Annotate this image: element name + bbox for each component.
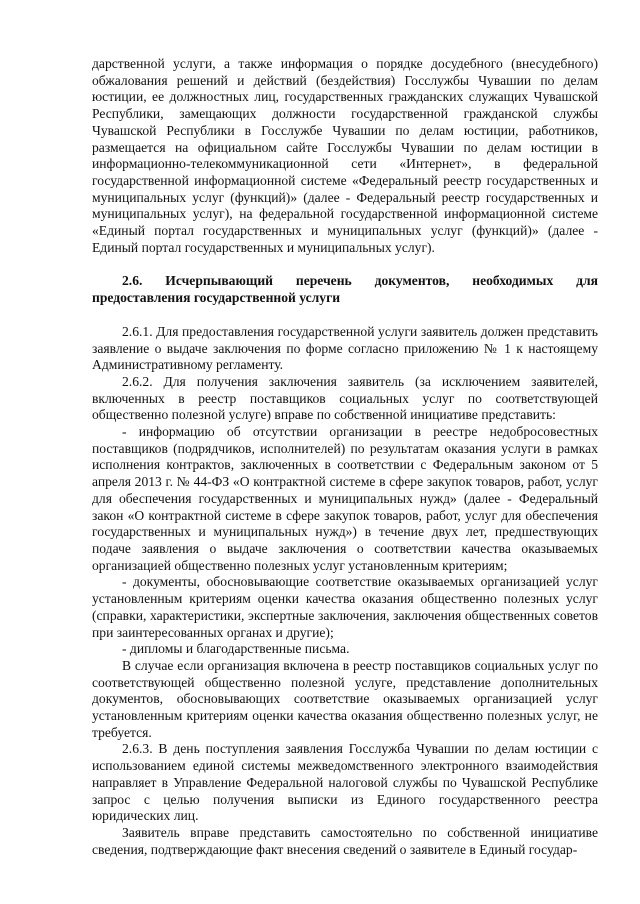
paragraph-portal-info: дарственной услуги, а также информация о порядке досудебного (внесудебного) обжалования решений и действий (бездействия) Госслужбы Чувашии по делам юстиции, ее должностных лиц, государственных гражданских служащих Чувашской Республики, замещающих должности государственной гражданской службы Чувашской Республики в Госслужбе Чувашии по делам юстиции, работников, размещается на официальном сайте Госслужбы Чувашии по делам юстиции в информационно-телекоммуникационной сети «Интернет», в федеральной государственной информационной системе «Федеральный реестр государственных и муниципальных услуг (функций)» (далее - Федеральный реестр государственных и муниципальных услуг), на федеральной государственной информационной системе «Единый портал государственных и муниципальных услуг (функций)» (далее - Единый портал государственных и муниципальных услуг). [92,56,598,255]
paragraph-registry-exception: В случае если организация включена в реестр поставщиков социальных услуг по соответствующей общественно полезной услуге, представление дополнительных документов, обосновывающих соответствие оказываемых организацией услуг установленным критериям оценки качества оказания общественно полезных услуг, не требуется. [92,657,598,740]
document-page [92,56,598,858]
list-item-documents: - документы, обосновывающие соответствие оказываемых организацией услуг установленным критериям оценки качества оказания общественно полезных услуг (справки, характеристики, экспертные заключения, заключения общественных советов при заинтересованных органах и другие); [92,574,598,640]
paragraph-applicant-right: Заявитель вправе представить самостоятельно по собственной инициативе сведения, подтверждающие факт внесения сведений о заявителе в Единый государ- [92,824,598,857]
list-item-diplomas: - дипломы и благодарственные письма. [122,641,350,657]
paragraph-2-6-1: 2.6.1. Для предоставления государственной услуги заявитель должен представить заявление о выдаче заключения по форме согласно приложению № 1 к настоящему Административному регламенту. [92,323,598,373]
paragraph-2-6-2: 2.6.2. Для получения заключения заявитель (за исключением заявителей, включенных в реестр поставщиков социальных услуг по соответствующей общественно полезной услуге) вправе по собственной инициативе представить: [92,373,598,423]
section-heading: 2.6. Исчерпывающий перечень документов, необходимых для предоставления государственной услуги [92,273,598,306]
paragraph-2-6-3: 2.6.3. В день поступления заявления Госслужба Чувашии по делам юстиции с использованием единой системы межведомственного электронного взаимодействия направляет в Управление Федеральной налоговой службы по Чувашской Республике запрос с целью получения выписки из Единого государственного реестра юридических лиц. [92,741,598,824]
list-item-registry-info: - информацию об отсутствии организации в реестре недобросовестных поставщиков (подрядчиков, исполнителей) по результатам оказания услуги в рамках исполнения контрактов, заключенных в соответствии с Федеральным законом от 5 апреля 2013 г. № 44-ФЗ «О контрактной системе в сфере закупок товаров, работ, услуг для обеспечения государственных и муниципальных нужд» (далее - Федеральный закон «О контрактной системе в сфере закупок товаров, работ, услуг для обеспечения государственных и муниципальных нужд») в течение двух лет, предшествующих подаче заявления о выдаче заключения о соответствии качества оказываемых организацией общественно полезных услуг установленным критериям; [92,424,598,573]
